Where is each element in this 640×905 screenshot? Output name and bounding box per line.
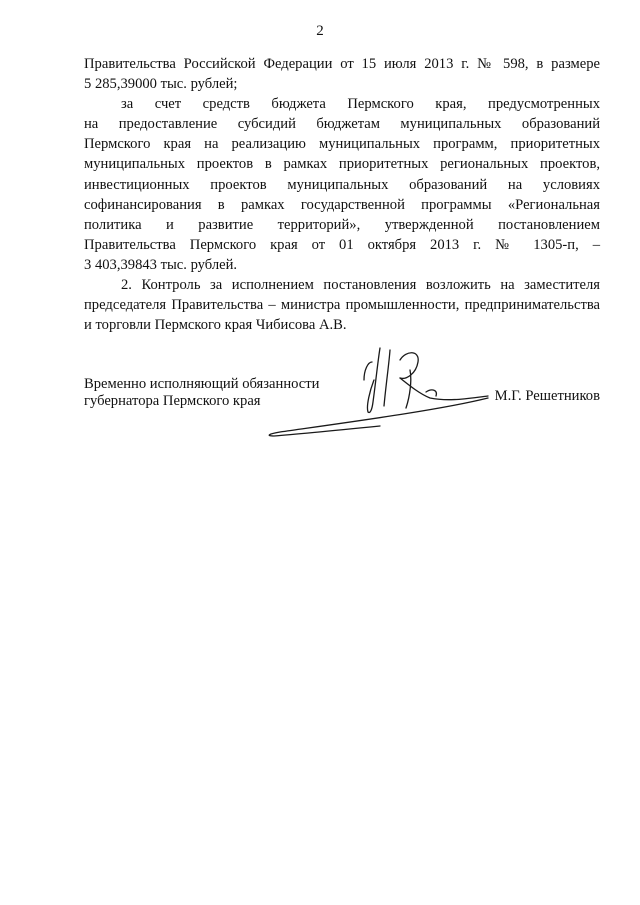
text-line: Пермского края на реализацию муниципальных программ, приоритетных	[84, 136, 600, 153]
text-line: софинансирования в рамках государственной программы «Региональная	[84, 196, 600, 213]
text-line: 3 403,39843 тыс. рублей.	[84, 256, 238, 273]
signer-position-line-1: Временно исполняющий обязанности	[84, 376, 320, 392]
page-number: 2	[316, 23, 324, 39]
document-body	[84, 54, 600, 335]
paragraph-funding-source	[84, 94, 600, 275]
text-line: председателя Правительства – министра промышленности, предпринимательства	[84, 297, 600, 314]
text-line: политика и развитие территорий», утвержденной постановлением	[84, 216, 600, 233]
handwritten-signature	[260, 340, 500, 440]
text-line: Правительства Пермского края от 01 октября 2013 г. № 1305-п, –	[84, 236, 600, 253]
text-line: 5 285,39000 тыс. рублей;	[84, 76, 238, 93]
text-line: инвестиционных проектов муниципальных образований на условиях	[84, 176, 600, 193]
text-line: 2. Контроль за исполнением постановления возложить на заместителя	[121, 277, 600, 294]
signer-position-line-2: губернатора Пермского края	[84, 393, 261, 409]
text-line: и торговли Пермского края Чибисова А.В.	[84, 317, 347, 334]
text-line: Правительства Российской Федерации от 15 июля 2013 г. № 598, в размере	[84, 56, 600, 72]
text-line: за счет средств бюджета Пермского края, предусмотренных	[121, 96, 600, 113]
text-line: на предоставление субсидий бюджетам муниципальных образований	[84, 116, 600, 133]
paragraph-continuation	[84, 54, 600, 94]
text-line: муниципальных проектов в рамках приоритетных региональных проектов,	[84, 156, 600, 173]
paragraph-control-clause	[84, 275, 600, 335]
signer-name: М.Г. Решетников	[494, 388, 600, 404]
